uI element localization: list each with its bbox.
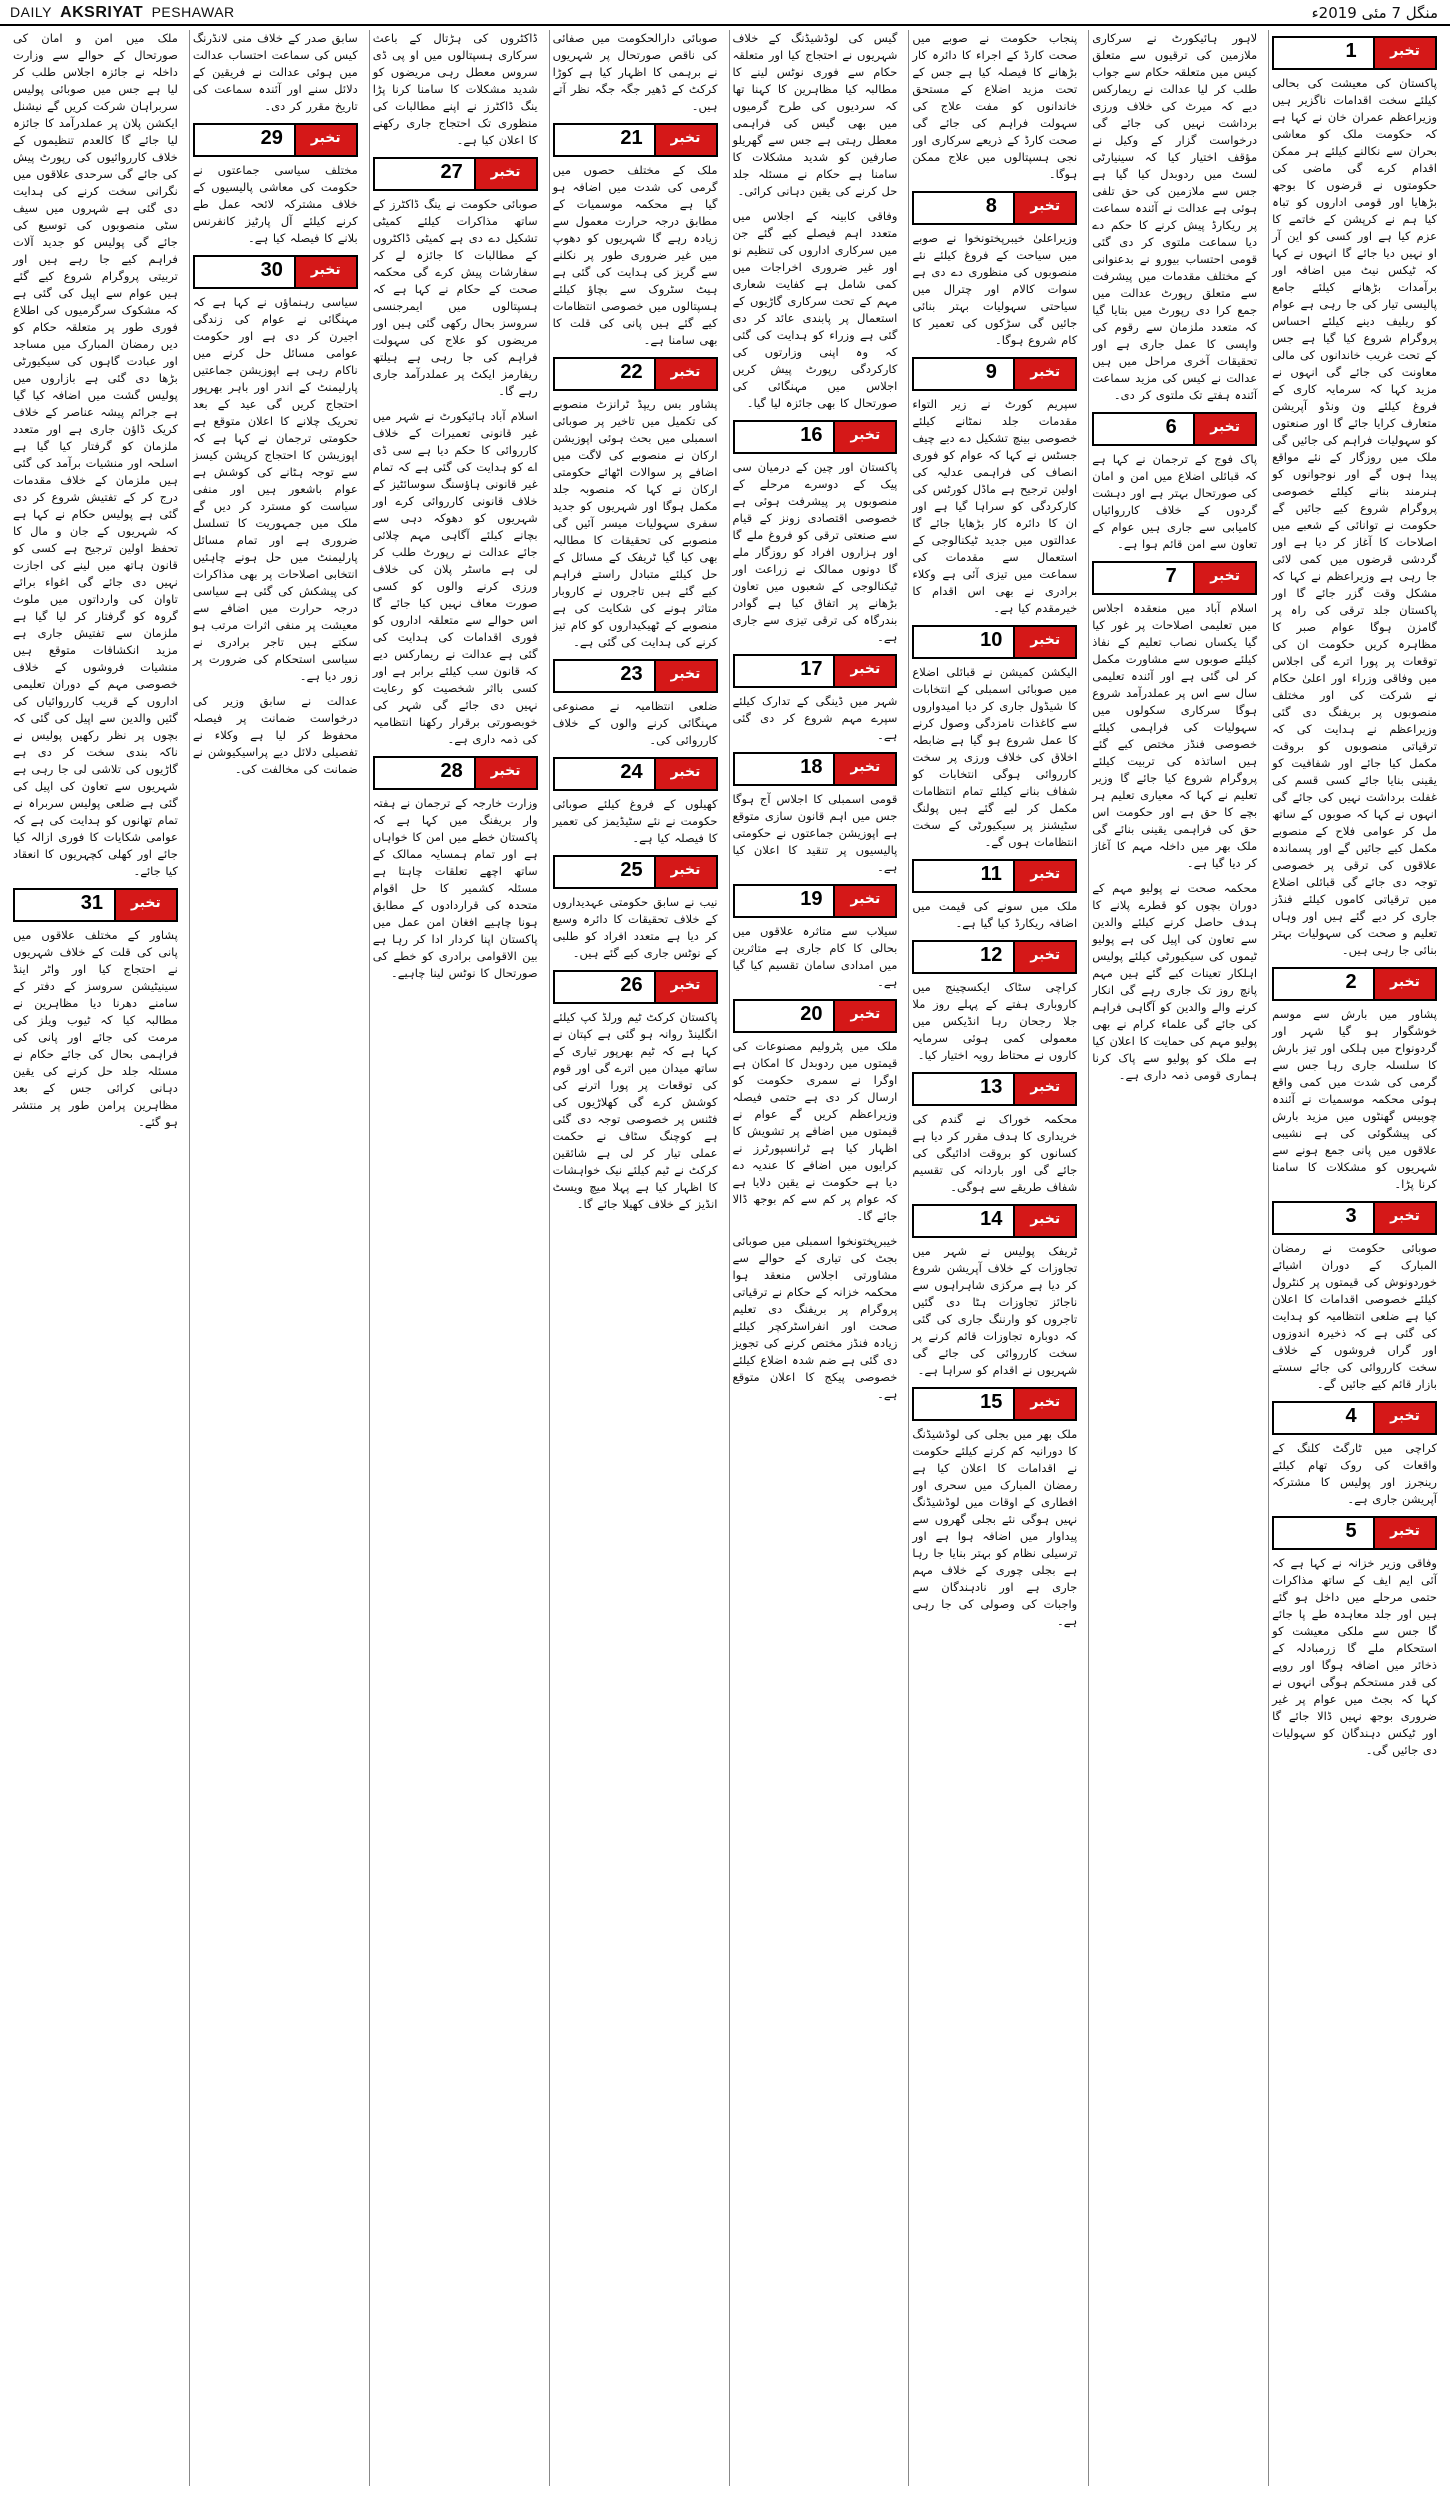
news-item-label: تخبر	[656, 972, 716, 1002]
news-item-text: صوبائی حکومت نے رمضان المبارک کے دوران اشیائے خوردونوش کی قیمتوں پر کنٹرول کیلئے خصوصی اقدامات کا اعلان کیا ہے ضلعی انتظامیہ کو ہدایت کی گئی ہے کہ ذخیرہ اندوزوں اور گراں فروشوں کے خلاف سخت کارروائی کی جائے سستے بازار قائم کیے جائیں گے۔	[1272, 1241, 1437, 1391]
news-item-text: سپریم کورٹ نے زیر التواء مقدمات جلد نمٹانے کیلئے خصوصی بینچ تشکیل دے دیے چیف جسٹس نے کہا کہ عوام کو فوری انصاف کی فراہمی عدلیہ کی اولین ترجیح ہے ماڈل کورٹس کی کارکردگی کو سراہا گیا ہے اور ان کا دائرہ کار بڑھایا جائے گا عدالتوں میں جدید ٹیکنالوجی کے استعمال سے مقدمات کی سماعت میں تیزی آئی ہے وکلاء برادری نے بھی اس اقدام کا خیرمقدم کیا ہے۔	[912, 397, 1078, 615]
news-item-label: تخبر	[1195, 563, 1255, 593]
news-item-text: ملک میں سونے کی قیمت میں اضافہ ریکارڈ کیا گیا ہے۔	[912, 899, 1078, 930]
news-item-text: خیبرپختونخوا اسمبلی میں صوبائی بجٹ کی تیاری کے حوالے سے مشاورتی اجلاس منعقد ہوا محکمہ خزانہ کے حکام نے ترقیاتی پروگرام پر بریفنگ دی تعلیم صحت اور انفراسٹرکچر کیلئے زیادہ فنڈز مختص کرنے کی تجویز دی گئی ہے ضم شدہ اضلاع کیلئے خصوصی پیکج کا اعلان متوقع ہے۔	[732, 1234, 898, 1401]
news-item	[553, 757, 718, 847]
masthead-title	[10, 4, 235, 22]
news-item-text: وفاقی کابینہ کے اجلاس میں متعدد اہم فیصلے کیے گئے جن میں سرکاری اداروں کی تنظیم نو اور غیر ضروری اخراجات میں کمی شامل ہے کفایت شعاری مہم کے تحت سرکاری گاڑیوں کے استعمال پر پابندی عائد کر دی گئی ہے وزراء کو ہدایت کی گئی کہ وہ اپنی وزارتوں کی کارکردگی رپورٹ پیش کریں اجلاس میں مہنگائی کی صورتحال کا بھی جائزہ لیا گیا۔	[732, 209, 898, 410]
news-item-text: وزیراعلیٰ خیبرپختونخوا نے صوبے میں سیاحت کے فروغ کیلئے نئے منصوبوں کی منظوری دے دی ہے سوات کالام اور چترال میں سیاحتی سہولیات بہتر بنائی جائیں گی سڑکوں کی تعمیر کا کام شروع ہوگا۔	[912, 231, 1078, 347]
news-item-label: تخبر	[656, 359, 716, 389]
masthead-paper-name: AKSRIYAT	[60, 4, 144, 21]
news-item-number: 27	[430, 159, 476, 189]
news-item-header	[373, 756, 538, 790]
news-item-header	[1272, 1401, 1437, 1435]
news-item-number: 25	[610, 857, 656, 887]
news-item-label: تخبر	[1375, 969, 1435, 999]
news-item	[912, 357, 1077, 617]
masthead-date: منگل 7 مئی 2019ء	[1311, 4, 1438, 22]
news-item-header	[1272, 36, 1437, 70]
news-item-number: 31	[70, 890, 116, 920]
news-item-number: 26	[610, 972, 656, 1002]
news-item	[733, 654, 898, 744]
news-item-header	[553, 659, 718, 693]
news-item	[912, 1204, 1077, 1379]
news-item-header	[1272, 967, 1437, 1001]
news-item-number: 7	[1149, 563, 1195, 593]
news-item-header	[733, 999, 898, 1033]
news-item-number: 6	[1149, 414, 1195, 444]
news-item-label: تخبر	[476, 758, 536, 788]
news-item	[1092, 561, 1257, 872]
news-item-text: ملک بھر میں بجلی کی لوڈشیڈنگ کا دورانیہ کم کرنے کیلئے حکومت نے اقدامات کا اعلان کیا ہے رمضان المبارک میں سحری اور افطاری کے اوقات میں لوڈشیڈنگ نہیں ہوگی نئے بجلی گھروں سے پیداوار میں اضافہ ہوا ہے اور ترسیلی نظام کو بہتر بنایا جا رہا ہے بجلی چوری کے خلاف مہم جاری ہے اور نادہندگان سے واجبات کی وصولی کی جا رہی ہے۔	[912, 1427, 1078, 1628]
news-item-header	[193, 255, 358, 289]
news-item-header	[912, 625, 1077, 659]
news-item	[193, 255, 358, 685]
news-item-number: 1	[1329, 38, 1375, 68]
news-column	[369, 30, 541, 2486]
news-item	[733, 30, 898, 200]
news-item	[1092, 412, 1257, 553]
news-item	[1272, 1516, 1437, 1759]
news-item-text: ملک میں امن و امان کی صورتحال کے حوالے سے وزارت داخلہ نے جائزہ اجلاس طلب کر لیا ہے جس میں صوبائی پولیس سربراہان شرکت کریں گے نیشنل ایکشن پلان پر عملدرآمد کا جائزہ لیا جائے گا کالعدم تنظیموں کے خلاف کارروائیوں کی رپورٹ پیش کی جائے گی سرحدی علاقوں میں نگرانی سخت کرنے کی ہدایت دی گئی ہے شہروں میں سیف سٹی منصوبوں کی توسیع کی جائے گی پولیس کو جدید آلات فراہم کیے جا رہے ہیں اور تربیتی پروگرام شروع کیے گئے ہیں عوام سے اپیل کی گئی ہے کہ مشکوک سرگرمیوں کی اطلاع فوری طور پر متعلقہ حکام کو دیں رمضان المبارک میں مساجد اور عبادت گاہوں کی سیکیورٹی بڑھا دی گئی ہے بازاروں میں پولیس گشت میں اضافہ کیا گیا ہے جرائم پیشہ عناصر کے خلاف کریک ڈاؤن جاری ہے اور متعدد ملزمان کو گرفتار کیا گیا ہے اسلحہ اور منشیات برآمد کی گئی ہیں ملزمان کے خلاف مقدمات درج کر کے تفتیش شروع کر دی گئی ہے پولیس حکام نے کہا ہے کہ شہریوں کے جان و مال کا تحفظ اولین ترجیح ہے کسی کو قانون ہاتھ میں لینے کی اجازت نہیں دی جائے گی اغواء برائے تاوان کی وارداتوں میں ملوث گروہ کو گرفتار کر لیا گیا ہے ملزمان سے تفتیش جاری ہے مزید انکشافات متوقع ہیں منشیات فروشوں کے خلاف خصوصی مہم کے دوران تعلیمی اداروں کے قریب کارروائیاں کی گئیں والدین سے اپیل کی گئی کہ بچوں پر نظر رکھیں پولیس نے ناکہ بندی سخت کر دی ہے گاڑیوں کی تلاشی لی جا رہی ہے شہریوں سے تعاون کی اپیل کی گئی ہے ضلعی پولیس سربراہ نے تمام تھانوں کو ہدایت کی ہے کہ عوامی شکایات کا فوری ازالہ کیا جائے اور کھلی کچہریوں کا انعقاد کیا جائے۔	[13, 31, 178, 878]
news-item	[553, 30, 718, 115]
news-item-number: 16	[789, 422, 835, 452]
news-item-header	[553, 757, 718, 791]
news-item-text: سیلاب سے متاثرہ علاقوں میں بحالی کا کام جاری ہے متاثرین میں امدادی سامان تقسیم کیا گیا ہے۔	[732, 924, 898, 989]
news-item-text: محکمہ صحت نے پولیو مہم کے دوران بچوں کو قطرے پلانے کا ہدف حاصل کرنے کیلئے والدین سے تعاون کی اپیل کی ہے پولیو ٹیموں کی سیکیورٹی کیلئے پولیس اہلکار تعینات کیے گئے ہیں مہم پانچ روز تک جاری رہے گی انکار کرنے والے والدین کو آگاہی فراہم کی جائے گی علماء کرام نے بھی پولیو مہم کی حمایت کا اعلان کیا ہے ملک کو پولیو سے پاک کرنا ہماری قومی ذمہ داری ہے۔	[1092, 881, 1258, 1082]
news-item	[733, 999, 898, 1225]
news-item-text: پاکستان اور چین کے درمیان سی پیک کے دوسرے مرحلے کے منصوبوں پر پیشرفت ہوئی ہے خصوصی اقتصادی زونز کے قیام سے صنعتی ترقی کو فروغ ملے گا اور ہزاروں افراد کو روزگار ملے گا دونوں ممالک نے زراعت اور ٹیکنالوجی کے شعبوں میں تعاون بڑھانے پر اتفاق کیا ہے گوادر بندرگاہ کی ترقی تیزی سے جاری ہے۔	[732, 460, 898, 644]
news-column	[549, 30, 721, 2486]
news-item-label: تخبر	[835, 1001, 895, 1031]
news-item	[733, 208, 898, 412]
news-item-text: قومی اسمبلی کا اجلاس آج ہوگا جس میں اہم قانون سازی متوقع ہے اپوزیشن جماعتوں نے حکومتی پالیسیوں پر تنقید کا اعلان کیا ہے۔	[732, 792, 898, 874]
news-column	[189, 30, 361, 2486]
news-item-text: عدالت نے سابق وزیر کی درخواست ضمانت پر فیصلہ محفوظ کر لیا ہے وکلاء نے تفصیلی دلائل دیے پراسیکیوشن نے ضمانت کی مخالفت کی۔	[192, 694, 358, 776]
news-item-header	[553, 970, 718, 1004]
news-item-text: محکمہ خوراک نے گندم کی خریداری کا ہدف مقرر کر دیا ہے کسانوں کو بروقت ادائیگی کی جائے گی اور باردانہ کی تقسیم شفاف طریقے سے ہوگی۔	[912, 1112, 1078, 1194]
news-item-number: 18	[789, 754, 835, 784]
news-item-header	[912, 1072, 1077, 1106]
news-item-text: ضلعی انتظامیہ نے مصنوعی مہنگائی کرنے والوں کے خلاف کارروائی کی۔	[552, 699, 718, 747]
news-item-label: تخبر	[656, 661, 716, 691]
news-item	[553, 357, 718, 651]
news-item-label: تخبر	[1015, 1074, 1075, 1104]
news-item	[13, 30, 178, 880]
news-item-number: 9	[969, 359, 1015, 389]
news-item-text: نیب نے سابق حکومتی عہدیداروں کے خلاف تحقیقات کا دائرہ وسیع کر دیا ہے متعدد افراد کو طلبی کے نوٹس جاری کیے گئے ہیں۔	[552, 895, 718, 960]
news-item-number: 20	[789, 1001, 835, 1031]
news-item	[733, 420, 898, 646]
news-item-number: 23	[610, 661, 656, 691]
news-item	[1272, 1401, 1437, 1508]
news-item	[912, 859, 1077, 932]
news-item-label: تخبر	[1015, 1389, 1075, 1419]
news-column	[1268, 30, 1440, 2486]
news-item-header	[1092, 561, 1257, 595]
news-item-header	[553, 855, 718, 889]
news-item-number: 12	[969, 942, 1015, 972]
news-item	[912, 30, 1077, 183]
news-item	[1272, 1201, 1437, 1393]
news-item-text: صوبائی حکومت نے ینگ ڈاکٹرز کے ساتھ مذاکرات کیلئے کمیٹی تشکیل دے دی ہے کمیٹی ڈاکٹروں کے مطالبات کا جائزہ لے کر سفارشات پیش کرے گی محکمہ صحت کے حکام نے کہا ہے کہ ہسپتالوں میں ایمرجنسی سروسز بحال رکھی گئی ہیں اور مریضوں کو علاج کی سہولت فراہم کی جا رہی ہے ہیلتھ ریفارمز ایکٹ پر عملدرآمد جاری رہے گا۔	[372, 197, 538, 398]
news-item-number: 5	[1329, 1518, 1375, 1548]
news-item-header	[912, 1387, 1077, 1421]
news-item-number: 14	[969, 1206, 1015, 1236]
news-item-text: مختلف سیاسی جماعتوں نے حکومت کی معاشی پالیسیوں کے خلاف مشترکہ لائحہ عمل طے کرنے کیلئے آل پارٹیز کانفرنس بلانے کا فیصلہ کیا ہے۔	[192, 163, 358, 245]
news-item	[13, 888, 178, 1131]
news-item-text: پاکستان کرکٹ ٹیم ورلڈ کپ کیلئے انگلینڈ روانہ ہو گئی ہے کپتان نے کہا ہے کہ ٹیم بھرپور تیاری کے ساتھ میدان میں اترے گی اور قوم کی توقعات پر پورا اترنے کی کوشش کرے گی کھلاڑیوں کی فٹنس پر خصوصی توجہ دی گئی ہے کوچنگ سٹاف نے حکمت عملی تیار کر لی ہے شائقین کرکٹ نے ٹیم کیلئے نیک خواہشات کا اظہار کیا ہے پہلا میچ ویسٹ انڈیز کے خلاف کھیلا جائے گا۔	[552, 1010, 718, 1211]
news-item-number: 24	[610, 759, 656, 789]
news-item-number: 13	[969, 1074, 1015, 1104]
news-item-text: صوبائی دارالحکومت میں صفائی کی ناقص صورتحال پر شہریوں نے برہمی کا اظہار کیا ہے کوڑا کرکٹ کے ڈھیر جگہ جگہ نظر آتے ہیں۔	[552, 31, 718, 113]
news-item-header	[1272, 1516, 1437, 1550]
news-item-label: تخبر	[1015, 1206, 1075, 1236]
news-item-label: تخبر	[835, 754, 895, 784]
masthead-daily: DAILY	[10, 4, 52, 20]
news-item-text: سیاسی رہنماؤں نے کہا ہے کہ مہنگائی نے عوام کی زندگی اجیرن کر دی ہے اور حکومت عوامی مسائل حل کرنے میں ناکام رہی ہے اپوزیشن جماعتیں پارلیمنٹ کے اندر اور باہر بھرپور احتجاج کریں گی عید کے بعد تحریک چلانے کا اعلان متوقع ہے حکومتی ترجمان نے کہا ہے کہ اپوزیشن کا احتجاج کرپشن کیسز سے توجہ ہٹانے کی کوشش ہے عوام باشعور ہیں اور منفی سیاست کو مسترد کر دیں گے ملک میں جمہوریت کا تسلسل ضروری ہے اور تمام مسائل پارلیمنٹ میں حل ہونے چاہئیں انتخابی اصلاحات پر بھی مذاکرات کی پیشکش کی گئی ہے سیاسی درجہ حرارت میں اضافے سے معیشت پر منفی اثرات مرتب ہو سکتے ہیں تاجر برادری نے سیاسی استحکام کی ضرورت پر زور دیا ہے۔	[192, 295, 358, 683]
news-item-label: تخبر	[1015, 193, 1075, 223]
news-item	[373, 756, 538, 982]
news-item-number: 28	[430, 758, 476, 788]
news-item-label: تخبر	[656, 857, 716, 887]
news-item-label: تخبر	[1015, 627, 1075, 657]
news-item	[912, 940, 1077, 1064]
news-item-text: وفاقی وزیر خزانہ نے کہا ہے کہ آئی ایم ایف کے ساتھ مذاکرات حتمی مرحلے میں داخل ہو گئے ہیں اور جلد معاہدہ طے پا جائے گا جس سے ملکی معیشت کو استحکام ملے گا زرمبادلہ کے ذخائر میں اضافہ ہوگا اور روپے کی قدر مستحکم ہوگی انہوں نے کہا کہ بجٹ میں عوام پر غیر ضروری بوجھ نہیں ڈالا جائے گا اور ٹیکس دہندگان کو سہولیات دی جائیں گی۔	[1272, 1556, 1437, 1757]
news-item-label: تخبر	[1015, 942, 1075, 972]
news-item-header	[193, 123, 358, 157]
news-item-label: تخبر	[296, 125, 356, 155]
news-item-label: تخبر	[835, 886, 895, 916]
news-item-header	[912, 191, 1077, 225]
news-item-text: سابق صدر کے خلاف منی لانڈرنگ کیس کی سماعت احتساب عدالت میں ہوئی عدالت نے فریقین کے دلائل سنے اور آئندہ سماعت کی تاریخ مقرر کر دی۔	[192, 31, 358, 113]
news-item-header	[733, 884, 898, 918]
news-item-label: تخبر	[835, 656, 895, 686]
news-item-label: تخبر	[1015, 861, 1075, 891]
news-item-number: 29	[250, 125, 296, 155]
news-item-text: اسلام آباد میں منعقدہ اجلاس میں تعلیمی اصلاحات پر غور کیا گیا یکساں نصاب تعلیم کے نفاذ کیلئے صوبوں سے مشاورت مکمل کر لی گئی ہے اور آئندہ تعلیمی سال سے اس پر عملدرآمد شروع ہوگا سرکاری سکولوں میں سہولیات کی فراہمی کیلئے خصوصی فنڈز مختص کیے گئے ہیں اساتذہ کی تربیت کیلئے پروگرام شروع کیا جائے گا وزیر تعلیم نے کہا کہ معیاری تعلیم ہر بچے کا حق ہے اور حکومت اس حق کی فراہمی یقینی بنائے گی ملک بھر میں داخلہ مہم کا آغاز کر دیا گیا ہے۔	[1092, 601, 1258, 870]
news-item-text: ملک کے مختلف حصوں میں گرمی کی شدت میں اضافہ ہو گیا ہے محکمہ موسمیات کے مطابق درجہ حرارت معمول سے زیادہ رہے گا شہریوں کو دھوپ میں غیر ضروری طور پر نکلنے سے گریز کی ہدایت کی گئی ہے ہیٹ سٹروک سے بچاؤ کیلئے ہسپتالوں میں خصوصی انتظامات کیے گئے ہیں پانی کی قلت کا بھی سامنا ہے۔	[552, 163, 718, 347]
news-item-text: ٹریفک پولیس نے شہر میں تجاوزات کے خلاف آپریشن شروع کر دیا ہے مرکزی شاہراہوں سے ناجائز تجاوزات ہٹا دی گئیں تاجروں کو وارننگ جاری کی گئی کہ دوبارہ تجاوزات قائم کرنے پر سخت کارروائی کی جائے گی شہریوں نے اقدام کو سراہا ہے۔	[912, 1244, 1078, 1377]
news-item-header	[733, 654, 898, 688]
news-item-number: 21	[610, 125, 656, 155]
news-item	[733, 1233, 898, 1403]
news-item-text: گیس کی لوڈشیڈنگ کے خلاف شہریوں نے احتجاج کیا اور متعلقہ حکام سے فوری نوٹس لینے کا مطالبہ کیا مظاہرین کا کہنا تھا کہ سردیوں کی طرح گرمیوں میں بھی گیس کی فراہمی معطل رہتی ہے جس سے گھریلو صارفین کو شدید مشکلات کا سامنا ہے حکام نے مسئلہ جلد حل کرنے کی یقین دہانی کرائی۔	[732, 31, 898, 198]
news-item-header	[733, 420, 898, 454]
news-item	[912, 191, 1077, 349]
news-item	[553, 659, 718, 749]
news-item-label: تخبر	[476, 159, 536, 189]
news-item-number: 15	[969, 1389, 1015, 1419]
news-item-number: 4	[1329, 1403, 1375, 1433]
news-item-label: تخبر	[1015, 359, 1075, 389]
news-item-text: پشاور کے مختلف علاقوں میں پانی کی قلت کے خلاف شہریوں نے احتجاج کیا اور واٹر اینڈ سینیٹیشن سروسز کے دفتر کے سامنے دھرنا دیا مظاہرین نے مطالبہ کیا کہ ٹیوب ویلز کی مرمت کی جائے اور پانی کی فراہمی بحال کی جائے حکام نے مسئلہ جلد حل کرنے کی یقین دہانی کرائی جس کے بعد مظاہرین پرامن طور پر منتشر ہو گئے۔	[13, 928, 178, 1129]
news-item-number: 8	[969, 193, 1015, 223]
news-item-label: تخبر	[296, 257, 356, 287]
news-item-number: 19	[789, 886, 835, 916]
news-item-header	[13, 888, 178, 922]
news-item-number: 3	[1329, 1203, 1375, 1233]
news-item-header	[553, 357, 718, 391]
news-item	[193, 693, 358, 778]
news-column	[10, 30, 181, 2486]
news-item-header	[1272, 1201, 1437, 1235]
news-columns	[10, 30, 1440, 2486]
news-item-text: پشاور بس ریپڈ ٹرانزٹ منصوبے کی تکمیل میں تاخیر پر صوبائی اسمبلی میں بحث ہوئی اپوزیشن ارکان نے منصوبے کی لاگت میں اضافے پر سوالات اٹھائے حکومتی ارکان نے کہا کہ منصوبہ جلد مکمل ہوگا اور شہریوں کو جدید سفری سہولیات میسر آئیں گی منصوبے کی تحقیقات کا مطالبہ بھی کیا گیا ٹریفک کے مسائل کے حل کیلئے متبادل راستے فراہم کیے گئے ہیں تاجروں نے کاروبار متاثر ہونے کی شکایت کی ہے منصوبے کے ٹھیکیداروں کو کام تیز کرنے کی ہدایت کی گئی ہے۔	[552, 397, 718, 649]
news-item	[373, 408, 538, 748]
news-item-label: تخبر	[1195, 414, 1255, 444]
news-item	[733, 752, 898, 876]
news-item	[553, 123, 718, 349]
masthead	[0, 0, 1450, 26]
news-item	[733, 884, 898, 991]
news-item-text: ملک میں پٹرولیم مصنوعات کی قیمتوں میں ردوبدل کا امکان ہے اوگرا نے سمری حکومت کو ارسال کر دی ہے حتمی فیصلہ وزیراعظم کریں گے عوام نے قیمتوں میں اضافے پر تشویش کا اظہار کیا ہے ٹرانسپورٹرز نے کرایوں میں اضافے کا عندیہ دے دیا ہے حکومت نے یقین دلایا ہے کہ عوام پر کم سے کم بوجھ ڈالا جائے گا۔	[732, 1039, 898, 1223]
news-item	[912, 625, 1077, 851]
news-item-text: کھیلوں کے فروغ کیلئے صوبائی حکومت نے نئے سٹیڈیمز کی تعمیر کا فیصلہ کیا ہے۔	[552, 797, 718, 845]
news-item-header	[912, 357, 1077, 391]
masthead-city: PESHAWAR	[151, 4, 235, 20]
news-item	[553, 970, 718, 1213]
news-item-text: لاہور ہائیکورٹ نے سرکاری ملازمین کی ترقیوں سے متعلق کیس میں متعلقہ حکام سے جواب طلب کر لیا عدالت نے ریمارکس دیے کہ میرٹ کی خلاف ورزی برداشت نہیں کی جائے گی درخواست گزار کے وکیل نے مؤقف اختیار کیا کہ سینیارٹی لسٹ میں ردوبدل کیا گیا ہے جس سے ملازمین کی حق تلفی ہوئی ہے عدالت نے آئندہ سماعت پر ریکارڈ پیش کرنے کا حکم دے دیا سماعت ملتوی کر دی گئی قومی احتساب بیورو نے بدعنوانی کے مختلف مقدمات میں پیشرفت سے متعلق رپورٹ عدالت میں جمع کرا دی رپورٹ میں بتایا گیا کہ متعدد ملزمان سے رقوم کی واپسی کا عمل جاری ہے اور تحقیقات آخری مراحل میں ہیں عدالت نے کیس کی مزید سماعت آئندہ ہفتے تک ملتوی کر دی۔	[1092, 31, 1258, 402]
news-item-header	[912, 859, 1077, 893]
news-item-text: الیکشن کمیشن نے قبائلی اضلاع میں صوبائی اسمبلی کے انتخابات کا شیڈول جاری کر دیا امیدواروں سے کاغذات نامزدگی وصول کرنے کا عمل شروع ہو گیا ہے ضابطہ اخلاق کی خلاف ورزی پر سخت کارروائی ہوگی انتخابات کو شفاف بنانے کیلئے تمام انتظامات مکمل کر لیے گئے ہیں پولنگ سٹیشنز پر سیکیورٹی کے سخت انتظامات ہوں گے۔	[912, 665, 1078, 849]
news-item-text: شہر میں ڈینگی کے تدارک کیلئے سپرے مہم شروع کر دی گئی ہے۔	[732, 694, 898, 742]
news-item-header	[912, 1204, 1077, 1238]
news-item-header	[1092, 412, 1257, 446]
news-item	[1272, 36, 1437, 959]
news-column	[1088, 30, 1260, 2486]
news-item-text: پاکستان کی معیشت کی بحالی کیلئے سخت اقدامات ناگزیر ہیں وزیراعظم عمران خان نے کہا ہے کہ حکومت ملک کو معاشی بحران سے نکالنے کیلئے ہر ممکن اقدام کرے گی ماضی کی حکومتوں نے قرضوں کا بوجھ بڑھایا اور قومی اداروں کو تباہ کیا ہم نے کرپشن کے خاتمے کا عزم کیا ہے اور کسی کو این آر او نہیں دیا جائے گا انہوں نے کہا کہ ٹیکس نیٹ میں اضافہ اور برآمدات بڑھانے کیلئے جامع پالیسی تیار کی جا رہی ہے عوام کو ریلیف دینے کیلئے احساس پروگرام شروع کیا گیا ہے جس کے تحت غریب خاندانوں کی مالی معاونت کی جائے گی انہوں نے مزید کہا کہ سرمایہ کاری کے فروغ کیلئے ون ونڈو آپریشن متعارف کرایا جائے گا اور صنعتوں کو سہولیات فراہم کی جائیں گی ملک میں روزگار کے نئے مواقع پیدا ہوں گے اور نوجوانوں کو ہنرمند بنانے کیلئے خصوصی پروگرام شروع کیے جائیں گے حکومت نے توانائی کے شعبے میں اصلاحات کا آغاز کر دیا ہے اور گردشی قرضوں میں کمی لائی جا رہی ہے وزیراعظم نے کہا کہ مشکل وقت گزر جائے گا اور پاکستان جلد ترقی کی راہ پر گامزن ہوگا عوام صبر کا مظاہرہ کریں حکومت ان کی توقعات پر پورا اترے گی اجلاس میں وفاقی وزراء اور اعلیٰ حکام نے شرکت کی اور مختلف منصوبوں پر بریفنگ دی گئی وزیراعظم نے ہدایت کی کہ ترقیاتی منصوبوں کو بروقت مکمل کیا جائے اور شفافیت کو یقینی بنایا جائے کسی قسم کی غفلت برداشت نہیں کی جائے گی انہوں نے کہا کہ صوبوں کے ساتھ مل کر عوامی فلاح کے منصوبے مکمل کیے جائیں گے اور پسماندہ علاقوں کی ترقی پر خصوصی توجہ دی جائے گی قبائلی اضلاع میں ترقیاتی کاموں کیلئے فنڈز جاری کر دیے گئے ہیں اور وہاں تعلیم و صحت کی سہولیات بہتر بنائی جا رہی ہیں۔	[1272, 76, 1437, 957]
news-item-number: 17	[789, 656, 835, 686]
news-item-header	[733, 752, 898, 786]
news-item-label: تخبر	[1375, 1518, 1435, 1548]
news-column	[908, 30, 1080, 2486]
news-item-text: پشاور میں بارش سے موسم خوشگوار ہو گیا شہر اور گردونواح میں ہلکی اور تیز بارش کا سلسلہ جاری رہا جس سے گرمی کی شدت میں کمی واقع ہوئی محکمہ موسمیات نے آئندہ چوبیس گھنٹوں میں مزید بارش کی پیشگوئی کی ہے نشیبی علاقوں میں پانی جمع ہونے سے شہریوں کو مشکلات کا سامنا کرنا پڑا۔	[1272, 1007, 1437, 1191]
news-item	[1092, 30, 1257, 404]
news-item-label: تخبر	[656, 759, 716, 789]
news-item	[1092, 880, 1257, 1084]
news-item-text: پنجاب حکومت نے صوبے میں صحت کارڈ کے اجراء کا دائرہ کار بڑھانے کا فیصلہ کیا ہے جس کے تحت مزید اضلاع کے مستحق خاندانوں کو مفت علاج کی سہولت فراہم کی جائے گی صحت کارڈ کے ذریعے سرکاری اور نجی ہسپتالوں میں علاج ممکن ہوگا۔	[912, 31, 1078, 181]
news-item-number: 30	[250, 257, 296, 287]
news-item	[373, 30, 538, 149]
news-column	[729, 30, 901, 2486]
news-item-label: تخبر	[116, 890, 176, 920]
news-item	[193, 123, 358, 247]
news-item-number: 2	[1329, 969, 1375, 999]
news-item	[912, 1072, 1077, 1196]
news-item-number: 22	[610, 359, 656, 389]
news-item-text: پاک فوج کے ترجمان نے کہا ہے کہ قبائلی اضلاع میں امن و امان کی صورتحال بہتر ہے اور دہشت گردوں کے خلاف کارروائیاں کامیابی سے جاری ہیں عوام کے تعاون سے امن قائم ہوا ہے۔	[1092, 452, 1258, 551]
news-item-text: وزارت خارجہ کے ترجمان نے ہفتہ وار بریفنگ میں کہا ہے کہ پاکستان خطے میں امن کا خواہاں ہے اور تمام ہمسایہ ممالک کے ساتھ اچھے تعلقات چاہتا ہے مسئلہ کشمیر کا حل اقوام متحدہ کی قراردادوں کے مطابق ہونا چاہیے افغان امن عمل میں پاکستان اپنا کردار ادا کر رہا ہے بین الاقوامی برادری کو خطے کی صورتحال کا نوٹس لینا چاہیے۔	[372, 796, 538, 980]
news-item-number: 11	[969, 861, 1015, 891]
news-item-label: تخبر	[1375, 1403, 1435, 1433]
news-item	[912, 1387, 1077, 1630]
news-item-number: 10	[969, 627, 1015, 657]
news-item	[1272, 967, 1437, 1193]
news-item-text: کراچی سٹاک ایکسچینج میں کاروباری ہفتے کے پہلے روز ملا جلا رجحان رہا انڈیکس میں معمولی کمی ہوئی سرمایہ کاروں نے محتاط رویہ اختیار کیا۔	[912, 980, 1078, 1062]
news-item-header	[912, 940, 1077, 974]
news-item	[193, 30, 358, 115]
news-item-label: تخبر	[1375, 38, 1435, 68]
news-item	[553, 855, 718, 962]
news-item-text: اسلام آباد ہائیکورٹ نے شہر میں غیر قانونی تعمیرات کے خلاف کارروائی کا حکم دیا ہے سی ڈی اے کو ہدایت کی گئی ہے کہ تمام غیر قانونی ہاؤسنگ سوسائٹیز کے خلاف قانونی کارروائی کرے اور شہریوں کو دھوکہ دہی سے بچانے کیلئے آگاہی مہم چلائی جائے عدالت نے رپورٹ طلب کر لی ہے ماسٹر پلان کی خلاف ورزی کرنے والوں کو کسی صورت معاف نہیں کیا جائے گا اس حوالے سے متعلقہ اداروں کو فوری اقدامات کی ہدایت کی گئی ہے عدالت نے ریمارکس دیے کہ قانون سب کیلئے برابر ہے اور کسی بااثر شخصیت کو رعایت نہیں دی جائے گی شہر کی خوبصورتی برقرار رکھنا انتظامیہ کی ذمہ داری ہے۔	[372, 409, 538, 746]
news-item-label: تخبر	[656, 125, 716, 155]
news-item-header	[553, 123, 718, 157]
news-item-label: تخبر	[1375, 1203, 1435, 1233]
news-item	[373, 157, 538, 400]
news-item-label: تخبر	[835, 422, 895, 452]
news-item-header	[373, 157, 538, 191]
news-item-text: ڈاکٹروں کی ہڑتال کے باعث سرکاری ہسپتالوں میں او پی ڈی سروس معطل رہی مریضوں کو شدید مشکلات کا سامنا کرنا پڑا ینگ ڈاکٹرز نے اپنے مطالبات کی منظوری تک احتجاج جاری رکھنے کا اعلان کیا ہے۔	[372, 31, 538, 147]
news-item-text: کراچی میں ٹارگٹ کلنگ کے واقعات کی روک تھام کیلئے رینجرز اور پولیس کا مشترکہ آپریشن جاری ہے۔	[1272, 1441, 1437, 1506]
